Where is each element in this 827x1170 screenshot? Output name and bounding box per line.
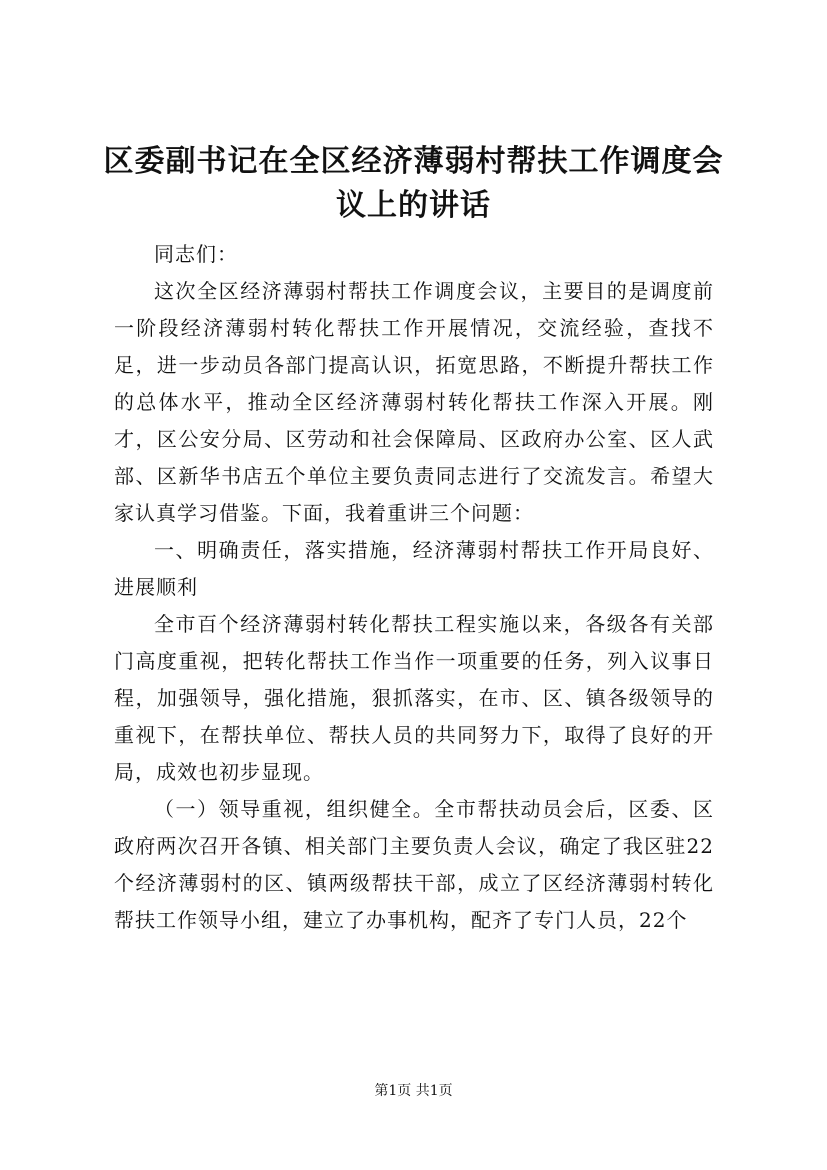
paragraph: 这次全区经济薄弱村帮扶工作调度会议，主要目的是调度前一阶段经济薄弱村转化帮扶工作开展情况，交流经验，查找不足，进一步动员各部门提高认识，拓宽思路，不断提升帮扶工作的总体水平，推动全区经济薄弱村转化帮扶工作深入开展。刚才，区公安分局、区劳动和社会保障局、区政府办公室、区人武部、区新华书店五个单位主要负责同志进行了交流发言。希望大家认真学习借鉴。下面，我着重讲三个问题： (114, 279, 714, 525)
section-heading: 一、明确责任，落实措施，经济薄弱村帮扶工作开局良好、进展顺利 (114, 538, 714, 599)
salutation: 同志们： (154, 242, 238, 266)
page-footer: 第1页 共1页 (374, 1083, 453, 1099)
paragraph: （一）领导重视，组织健全。全市帮扶动员会后，区委、区政府两次召开各镇、相关部门主要负责人会议，确定了我区驻22个经济薄弱村的区、镇两级帮扶干部，成立了区经济薄弱村转化帮扶工作领导小组，建立了办事机构，配齐了专门人员，22个 (114, 797, 714, 932)
title-line-1: 区委副书记在全区经济薄弱村帮扶工作调度会 (103, 144, 724, 179)
document-body (114, 236, 714, 939)
title-line-2: 议上的讲话 (336, 188, 491, 223)
document-title (100, 140, 727, 228)
paragraph: 全市百个经济薄弱村转化帮扶工程实施以来，各级各有关部门高度重视，把转化帮扶工作当作一项重要的任务，列入议事日程，加强领导，强化措施，狠抓落实，在市、区、镇各级领导的重视下，在帮扶单位、帮扶人员的共同努力下，取得了良好的开局，成效也初步显现。 (114, 612, 714, 784)
